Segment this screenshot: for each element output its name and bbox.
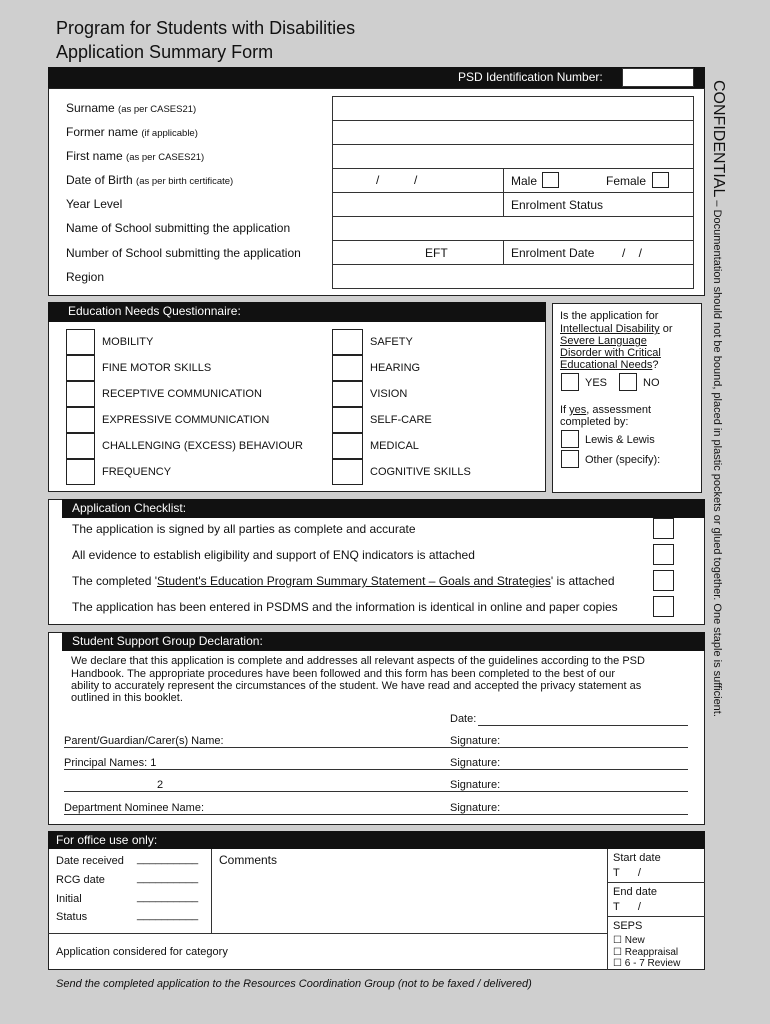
seps-label: SEPS <box>613 920 643 932</box>
school-name-label: Name of School submitting the application <box>66 221 291 235</box>
form-title-line2: Application Summary Form <box>56 42 274 62</box>
comments-field[interactable] <box>212 870 606 932</box>
category-option-new[interactable]: ☐ New <box>613 935 645 946</box>
enq-label-safety: SAFETY <box>370 336 413 348</box>
checklist-checkbox-4[interactable] <box>653 596 674 617</box>
enq-label-self-care: SELF-CARE <box>370 414 432 426</box>
end-date-label: End date <box>613 886 658 898</box>
id-no-checkbox[interactable] <box>619 373 637 391</box>
enrolment-date-label: Enrolment Date <box>511 246 595 260</box>
nominee-name-line[interactable] <box>64 814 688 815</box>
enq-checkbox-behaviour[interactable] <box>66 433 95 459</box>
initial-blank[interactable]: __________ <box>137 891 199 903</box>
enq-checkbox-mobility[interactable] <box>66 329 95 355</box>
end-date-value[interactable]: T / <box>613 901 641 913</box>
start-date-label: Start date <box>613 852 661 864</box>
checklist-item-1: The application is signed by all parties as complete and accurate <box>72 522 416 536</box>
id-yes-label: YES <box>585 377 608 389</box>
psd-id-input[interactable] <box>622 68 694 87</box>
ssg-declaration-line1: We declare that this application is complete and addresses all relevant aspects of the guidelines according to the PSD <box>71 655 645 667</box>
dob-slash-1: / <box>376 173 380 187</box>
principal-name-line[interactable] <box>64 769 688 770</box>
checklist-item-2: All evidence to establish eligibility and support of ENQ indicators is attached <box>72 548 475 562</box>
enq-checkbox-self-care[interactable] <box>332 407 363 433</box>
first-name-label: First name (as per CASES21) <box>66 149 205 163</box>
id-question-line4: Disorder with Critical <box>560 347 661 359</box>
enq-label-fine-motor: FINE MOTOR SKILLS <box>102 362 212 374</box>
male-label: Male <box>511 174 538 188</box>
psd-id-label: PSD Identification Number: <box>458 70 603 84</box>
id-question-line5: Educational Needs? <box>560 359 659 371</box>
start-date-value[interactable]: T / <box>613 867 641 879</box>
principal-name-label: Principal Names: 1 <box>64 757 157 769</box>
enq-label-frequency: FREQUENCY <box>102 466 172 478</box>
rcg-date-label: RCG date <box>56 874 105 886</box>
id-yes-checkbox[interactable] <box>561 373 579 391</box>
category-option-review[interactable]: ☐ 6 - 7 Review <box>613 958 681 969</box>
enq-label-vision: VISION <box>370 388 408 400</box>
principal-2-signature-label: Signature: <box>450 779 501 791</box>
id-if-yes-line1: If yes, assessment <box>560 404 652 416</box>
id-question-line3: Severe Language <box>560 335 647 347</box>
parent-name-label: Parent/Guardian/Carer(s) Name: <box>64 735 224 747</box>
eft-label: EFT <box>425 246 448 260</box>
id-no-label: NO <box>643 377 660 389</box>
enq-title: Education Needs Questionnaire: <box>48 302 546 322</box>
principal-2-label: 2 <box>157 779 164 791</box>
checklist-checkbox-3[interactable] <box>653 570 674 591</box>
nominee-signature-label: Signature: <box>450 802 501 814</box>
enrolment-date-slashes: / / <box>622 246 643 260</box>
enq-checkbox-receptive[interactable] <box>66 381 95 407</box>
checklist-title: Application Checklist: <box>62 499 705 518</box>
enq-checkbox-vision[interactable] <box>332 381 363 407</box>
category-option-reappraisal[interactable]: ☐ Reappraisal <box>613 947 679 958</box>
region-field[interactable] <box>333 265 693 288</box>
school-number-label: Number of School submitting the application <box>66 246 301 260</box>
dob-label: Date of Birth (as per birth certificate) <box>66 173 234 187</box>
enq-label-mobility: MOBILITY <box>102 336 154 348</box>
parent-signature-label: Signature: <box>450 735 501 747</box>
principal-2-line[interactable] <box>64 791 688 792</box>
id-if-yes-line2: completed by: <box>560 416 629 428</box>
enq-label-behaviour: CHALLENGING (EXCESS) BEHAVIOUR <box>102 440 303 452</box>
enq-label-medical: MEDICAL <box>370 440 419 452</box>
female-checkbox[interactable] <box>652 172 669 188</box>
ssg-declaration-line3: ability to accurately represent the circumstances of the student. We have read and accepted the privacy statement as <box>71 680 642 692</box>
confidential-side-note <box>710 80 727 717</box>
enq-label-expressive: EXPRESSIVE COMMUNICATION <box>102 414 270 426</box>
confidential-label: CONFIDENTIAL <box>710 80 727 198</box>
enq-label-cognitive: COGNITIVE SKILLS <box>370 466 471 478</box>
ssg-declaration-line2: Handbook. The appropriate procedures have been followed and this form has been completed to the best of our <box>71 668 616 680</box>
enq-checkbox-cognitive[interactable] <box>332 459 363 485</box>
checklist-item-3: The completed 'Student's Education Program Summary Statement – Goals and Strategies' is attached <box>72 574 615 588</box>
enq-checkbox-frequency[interactable] <box>66 459 95 485</box>
lewis-checkbox[interactable] <box>561 430 579 448</box>
parent-name-line[interactable] <box>64 747 688 748</box>
category-label: Application considered for category <box>56 946 228 958</box>
status-label: Status <box>56 911 88 923</box>
nominee-name-label: Department Nominee Name: <box>64 802 205 814</box>
office-use-title: For office use only: <box>48 831 705 849</box>
former-name-label: Former name (if applicable) <box>66 125 198 139</box>
comments-label: Comments <box>219 853 278 867</box>
checklist-checkbox-1[interactable] <box>653 518 674 539</box>
former-name-field[interactable] <box>333 121 693 143</box>
enq-checkbox-medical[interactable] <box>332 433 363 459</box>
date-received-blank[interactable]: __________ <box>137 853 199 865</box>
first-name-field[interactable] <box>333 145 693 167</box>
id-question-line1: Is the application for <box>560 310 659 322</box>
enq-checkbox-expressive[interactable] <box>66 407 95 433</box>
form-title-line1: Program for Students with Disabilities <box>56 18 356 38</box>
enq-checkbox-hearing[interactable] <box>332 355 363 381</box>
ssg-title: Student Support Group Declaration: <box>62 632 705 651</box>
other-label: Other (specify): <box>585 454 661 466</box>
initial-label: Initial <box>56 893 82 905</box>
enq-label-hearing: HEARING <box>370 362 421 374</box>
ssg-declaration-line4: outlined in this booklet. <box>71 692 183 704</box>
enrolment-status-label: Enrolment Status <box>511 198 604 212</box>
year-level-label: Year Level <box>66 197 123 211</box>
male-checkbox[interactable] <box>542 172 559 188</box>
year-level-field[interactable] <box>333 193 502 215</box>
enq-checkbox-safety[interactable] <box>332 329 363 355</box>
id-question-line2: Intellectual Disability or <box>560 323 673 335</box>
footer-instruction: Send the completed application to the Resources Coordination Group (not to be faxed / delivered) <box>56 978 532 990</box>
checklist-item-4: The application has been entered in PSDMS and the information is identical in online and paper copies <box>72 600 618 614</box>
region-label: Region <box>66 270 105 284</box>
surname-field[interactable] <box>333 97 693 119</box>
female-label: Female <box>606 174 647 188</box>
school-name-field[interactable] <box>333 217 693 239</box>
enq-checkbox-fine-motor[interactable] <box>66 355 95 381</box>
checklist-checkbox-2[interactable] <box>653 544 674 565</box>
psd-id-bar <box>48 67 705 88</box>
lewis-label: Lewis & Lewis <box>585 434 655 446</box>
ssg-date-label: Date: <box>450 713 477 725</box>
date-received-label: Date received <box>56 855 124 867</box>
surname-label: Surname (as per CASES21) <box>66 101 197 115</box>
dob-slash-2: / <box>414 173 418 187</box>
principal-signature-label: Signature: <box>450 757 501 769</box>
confidential-note-text: – Documentation should not be bound, placed in plastic pockets or glued together. One staple is sufficient. <box>711 197 723 717</box>
enq-label-receptive: RECEPTIVE COMMUNICATION <box>102 388 262 400</box>
ssg-date-line[interactable] <box>478 725 688 726</box>
rcg-date-blank[interactable]: __________ <box>137 872 199 884</box>
status-blank[interactable]: __________ <box>137 909 199 921</box>
other-checkbox[interactable] <box>561 450 579 468</box>
